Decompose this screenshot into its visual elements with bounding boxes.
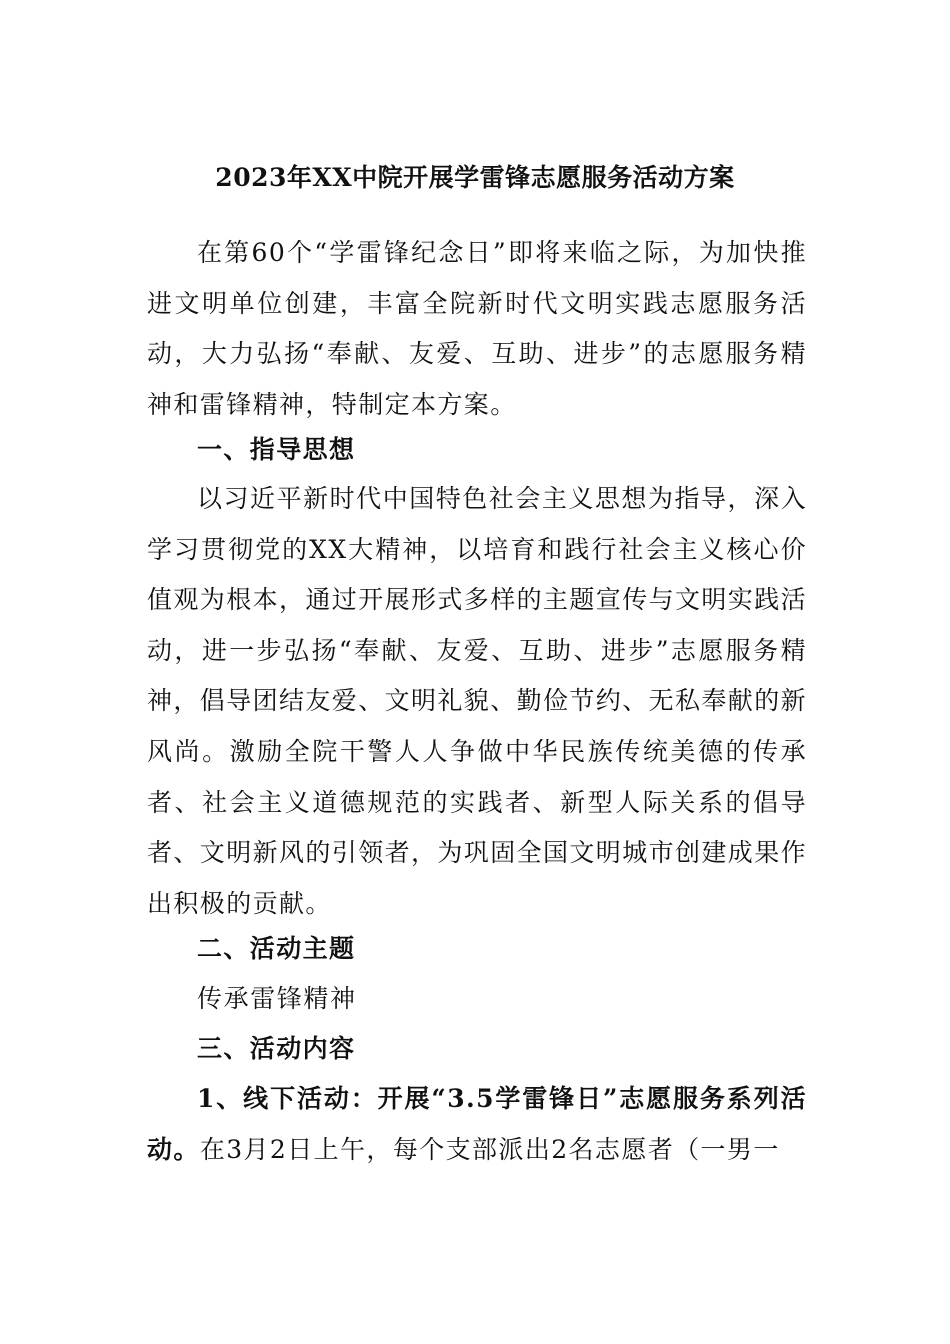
section-2-body: 传承雷锋精神 [197,984,357,1013]
section-1-heading: 一、指导思想 [197,435,356,464]
section-3-item-1 [147,1074,807,1175]
section-2-heading: 二、活动主题 [197,934,356,963]
section-1-body: 以习近平新时代中国特色社会主义思想为指导，深入学习贯彻党的XX大精神，以培育和践行社会主义核心价值观为根本，通过开展形式多样的主题宣传与文明实践活动，进一步弘扬“奉献、友爱、互助、进步”志愿服务精神，倡导团结友爱、文明礼貌、勤俭节约、无私奉献的新风尚。激励全院干警人人争做中华民族传统美德的传承者、社会主义道德规范的实践者、新型人际关系的倡导者、文明新风的引领者，为巩固全国文明城市创建成果作出积极的贡献。 [147,484,808,918]
intro-paragraph: 在第60个“学雷锋纪念日”即将来临之际，为加快推进文明单位创建，丰富全院新时代文明实践志愿服务活动，大力弘扬“奉献、友爱、互助、进步”的志愿服务精神和雷锋精神，特制定本方案。 [147,238,807,419]
item-1-bold-lead: 1、线下活动：开展“3.5学雷锋日”志愿服务系列活动。 [147,1084,807,1164]
item-1-text: 在3月2日上午，每个支部派出2名志愿者（一男一 [199,1134,780,1164]
section-3-heading: 三、活动内容 [197,1034,356,1063]
document-title: 2023年XX中院开展学雷锋志愿服务活动方案 [215,163,735,192]
